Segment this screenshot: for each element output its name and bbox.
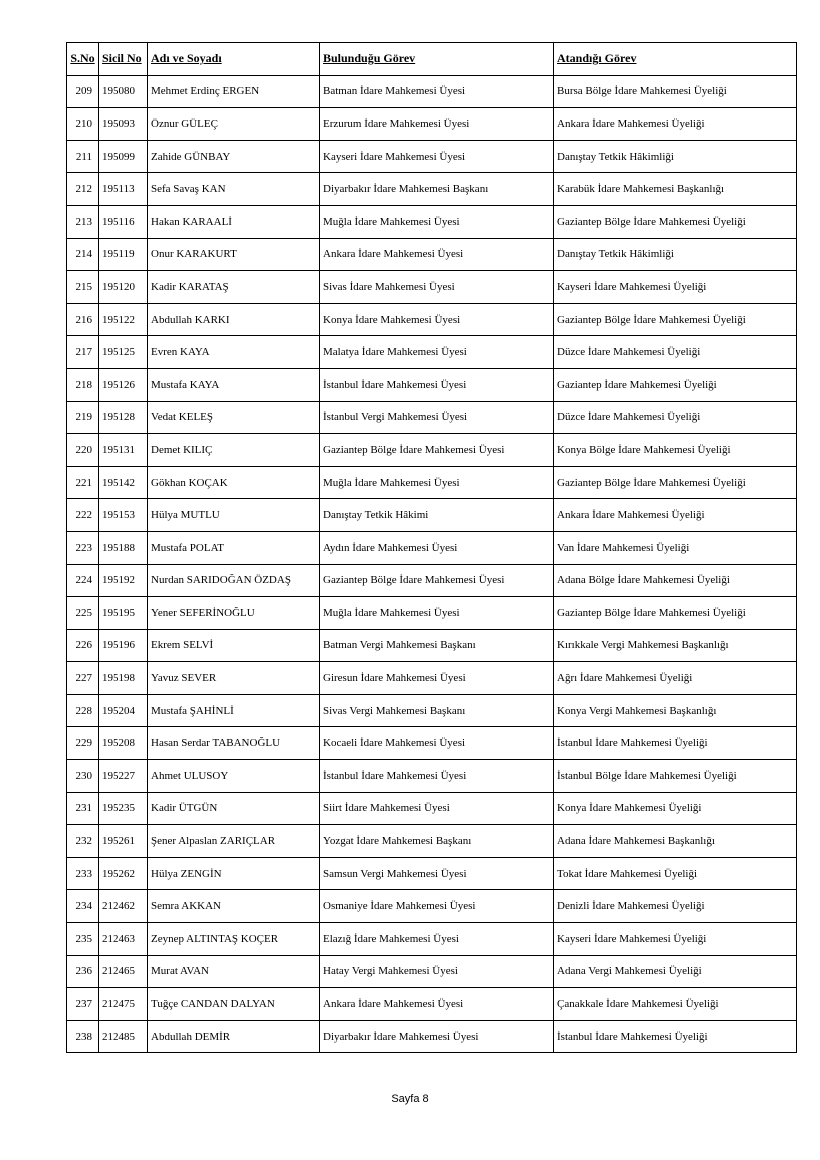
cell-current-post: Gaziantep Bölge İdare Mahkemesi Üyesi — [320, 564, 554, 597]
cell-sno: 210 — [67, 108, 99, 141]
table-row — [67, 825, 797, 858]
cell-assigned-post: Danıştay Tetkik Hâkimliği — [554, 140, 797, 173]
table-row — [67, 890, 797, 923]
cell-sno: 213 — [67, 205, 99, 238]
cell-sicil-no: 212485 — [99, 1020, 148, 1053]
cell-assigned-post: Tokat İdare Mahkemesi Üyeliği — [554, 857, 797, 890]
cell-sno: 237 — [67, 988, 99, 1021]
cell-name: Sefa Savaş KAN — [148, 173, 320, 206]
cell-current-post: Samsun Vergi Mahkemesi Üyesi — [320, 857, 554, 890]
cell-sno: 234 — [67, 890, 99, 923]
table-row — [67, 238, 797, 271]
cell-current-post: Danıştay Tetkik Hâkimi — [320, 499, 554, 532]
cell-sno: 211 — [67, 140, 99, 173]
header-assigned-post: Atandığı Görev — [554, 43, 797, 76]
cell-sno: 209 — [67, 75, 99, 108]
cell-name: Tuğçe CANDAN DALYAN — [148, 988, 320, 1021]
cell-current-post: Sivas İdare Mahkemesi Üyesi — [320, 271, 554, 304]
cell-sno: 219 — [67, 401, 99, 434]
table-row — [67, 597, 797, 630]
table-body — [67, 75, 797, 1053]
cell-assigned-post: Konya Vergi Mahkemesi Başkanlığı — [554, 694, 797, 727]
cell-current-post: Osmaniye İdare Mahkemesi Üyesi — [320, 890, 554, 923]
cell-name: Abdullah KARKI — [148, 303, 320, 336]
cell-sno: 216 — [67, 303, 99, 336]
cell-assigned-post: Konya İdare Mahkemesi Üyeliği — [554, 792, 797, 825]
cell-name: Mustafa ŞAHİNLİ — [148, 694, 320, 727]
cell-sno: 229 — [67, 727, 99, 760]
cell-sicil-no: 195196 — [99, 629, 148, 662]
table-row — [67, 336, 797, 369]
cell-assigned-post: İstanbul Bölge İdare Mahkemesi Üyeliği — [554, 760, 797, 793]
table-row — [67, 173, 797, 206]
cell-sno: 220 — [67, 434, 99, 467]
cell-sno: 218 — [67, 368, 99, 401]
cell-assigned-post: Gaziantep Bölge İdare Mahkemesi Üyeliği — [554, 303, 797, 336]
cell-sicil-no: 195198 — [99, 662, 148, 695]
appointments-table — [66, 42, 797, 1053]
table-header — [67, 43, 797, 76]
cell-current-post: Batman İdare Mahkemesi Üyesi — [320, 75, 554, 108]
table-row — [67, 75, 797, 108]
cell-current-post: Malatya İdare Mahkemesi Üyesi — [320, 336, 554, 369]
table-row — [67, 401, 797, 434]
cell-name: Hülya ZENGİN — [148, 857, 320, 890]
cell-name: Ahmet ULUSOY — [148, 760, 320, 793]
cell-assigned-post: Karabük İdare Mahkemesi Başkanlığı — [554, 173, 797, 206]
cell-assigned-post: Gaziantep Bölge İdare Mahkemesi Üyeliği — [554, 597, 797, 630]
cell-name: Nurdan SARIDOĞAN ÖZDAŞ — [148, 564, 320, 597]
cell-assigned-post: Kayseri İdare Mahkemesi Üyeliği — [554, 271, 797, 304]
table-row — [67, 466, 797, 499]
table-row — [67, 499, 797, 532]
cell-sicil-no: 195227 — [99, 760, 148, 793]
cell-name: Kadir KARATAŞ — [148, 271, 320, 304]
cell-current-post: Erzurum İdare Mahkemesi Üyesi — [320, 108, 554, 141]
cell-sno: 238 — [67, 1020, 99, 1053]
cell-sno: 222 — [67, 499, 99, 532]
cell-name: Kadir ÜTGÜN — [148, 792, 320, 825]
cell-assigned-post: Gaziantep Bölge İdare Mahkemesi Üyeliği — [554, 466, 797, 499]
cell-assigned-post: Ankara İdare Mahkemesi Üyeliği — [554, 108, 797, 141]
table-row — [67, 662, 797, 695]
header-sicil-no: Sicil No — [99, 43, 148, 76]
cell-assigned-post: Van İdare Mahkemesi Üyeliği — [554, 531, 797, 564]
cell-sicil-no: 195153 — [99, 499, 148, 532]
cell-assigned-post: Denizli İdare Mahkemesi Üyeliği — [554, 890, 797, 923]
table-row — [67, 760, 797, 793]
cell-sicil-no: 195131 — [99, 434, 148, 467]
cell-current-post: Muğla İdare Mahkemesi Üyesi — [320, 466, 554, 499]
cell-current-post: Siirt İdare Mahkemesi Üyesi — [320, 792, 554, 825]
cell-name: Zahide GÜNBAY — [148, 140, 320, 173]
cell-current-post: Kayseri İdare Mahkemesi Üyesi — [320, 140, 554, 173]
cell-name: Mustafa KAYA — [148, 368, 320, 401]
cell-sicil-no: 195262 — [99, 857, 148, 890]
cell-current-post: Muğla İdare Mahkemesi Üyesi — [320, 597, 554, 630]
cell-sicil-no: 195128 — [99, 401, 148, 434]
cell-name: Onur KARAKURT — [148, 238, 320, 271]
cell-current-post: Giresun İdare Mahkemesi Üyesi — [320, 662, 554, 695]
cell-sicil-no: 212475 — [99, 988, 148, 1021]
cell-assigned-post: Çanakkale İdare Mahkemesi Üyeliği — [554, 988, 797, 1021]
cell-current-post: Ankara İdare Mahkemesi Üyesi — [320, 238, 554, 271]
table-row — [67, 629, 797, 662]
cell-assigned-post: Adana Vergi Mahkemesi Üyeliği — [554, 955, 797, 988]
table-row — [67, 1020, 797, 1053]
cell-sicil-no: 195120 — [99, 271, 148, 304]
cell-sno: 228 — [67, 694, 99, 727]
cell-current-post: Konya İdare Mahkemesi Üyesi — [320, 303, 554, 336]
header-sno: S.No — [67, 43, 99, 76]
header-row — [67, 43, 797, 76]
cell-current-post: İstanbul İdare Mahkemesi Üyesi — [320, 760, 554, 793]
header-name: Adı ve Soyadı — [148, 43, 320, 76]
cell-assigned-post: İstanbul İdare Mahkemesi Üyeliği — [554, 727, 797, 760]
cell-assigned-post: Düzce İdare Mahkemesi Üyeliği — [554, 336, 797, 369]
cell-sno: 225 — [67, 597, 99, 630]
cell-name: Murat AVAN — [148, 955, 320, 988]
table-row — [67, 205, 797, 238]
cell-sno: 212 — [67, 173, 99, 206]
cell-sicil-no: 195080 — [99, 75, 148, 108]
cell-sicil-no: 195122 — [99, 303, 148, 336]
cell-assigned-post: Ankara İdare Mahkemesi Üyeliği — [554, 499, 797, 532]
cell-assigned-post: Adana İdare Mahkemesi Başkanlığı — [554, 825, 797, 858]
cell-name: Öznur GÜLEÇ — [148, 108, 320, 141]
cell-sno: 227 — [67, 662, 99, 695]
cell-name: Evren KAYA — [148, 336, 320, 369]
cell-current-post: Gaziantep Bölge İdare Mahkemesi Üyesi — [320, 434, 554, 467]
cell-sno: 217 — [67, 336, 99, 369]
cell-sno: 231 — [67, 792, 99, 825]
cell-sicil-no: 195204 — [99, 694, 148, 727]
cell-name: Semra AKKAN — [148, 890, 320, 923]
cell-current-post: Diyarbakır İdare Mahkemesi Üyesi — [320, 1020, 554, 1053]
cell-current-post: Batman Vergi Mahkemesi Başkanı — [320, 629, 554, 662]
cell-sno: 233 — [67, 857, 99, 890]
cell-current-post: Ankara İdare Mahkemesi Üyesi — [320, 988, 554, 1021]
cell-assigned-post: Gaziantep İdare Mahkemesi Üyeliği — [554, 368, 797, 401]
cell-sno: 215 — [67, 271, 99, 304]
cell-name: Mehmet Erdinç ERGEN — [148, 75, 320, 108]
cell-current-post: Muğla İdare Mahkemesi Üyesi — [320, 205, 554, 238]
cell-sno: 232 — [67, 825, 99, 858]
cell-name: Hakan KARAALİ — [148, 205, 320, 238]
cell-sicil-no: 195192 — [99, 564, 148, 597]
cell-sno: 221 — [67, 466, 99, 499]
cell-assigned-post: Düzce İdare Mahkemesi Üyeliği — [554, 401, 797, 434]
cell-current-post: Sivas Vergi Mahkemesi Başkanı — [320, 694, 554, 727]
table-row — [67, 564, 797, 597]
cell-sicil-no: 212465 — [99, 955, 148, 988]
table-row — [67, 727, 797, 760]
cell-sno: 223 — [67, 531, 99, 564]
cell-sicil-no: 212462 — [99, 890, 148, 923]
cell-sno: 226 — [67, 629, 99, 662]
cell-assigned-post: Konya Bölge İdare Mahkemesi Üyeliği — [554, 434, 797, 467]
cell-sno: 236 — [67, 955, 99, 988]
cell-current-post: Elazığ İdare Mahkemesi Üyesi — [320, 923, 554, 956]
cell-sicil-no: 195099 — [99, 140, 148, 173]
table-row — [67, 434, 797, 467]
cell-name: Mustafa POLAT — [148, 531, 320, 564]
cell-current-post: Yozgat İdare Mahkemesi Başkanı — [320, 825, 554, 858]
cell-name: Vedat KELEŞ — [148, 401, 320, 434]
cell-sicil-no: 195119 — [99, 238, 148, 271]
cell-sicil-no: 195116 — [99, 205, 148, 238]
cell-name: Hülya MUTLU — [148, 499, 320, 532]
cell-name: Hasan Serdar TABANOĞLU — [148, 727, 320, 760]
table-row — [67, 955, 797, 988]
cell-sicil-no: 195125 — [99, 336, 148, 369]
cell-name: Demet KILIÇ — [148, 434, 320, 467]
table-row — [67, 988, 797, 1021]
cell-assigned-post: Gaziantep Bölge İdare Mahkemesi Üyeliği — [554, 205, 797, 238]
cell-sicil-no: 212463 — [99, 923, 148, 956]
cell-current-post: İstanbul İdare Mahkemesi Üyesi — [320, 368, 554, 401]
cell-name: Abdullah DEMİR — [148, 1020, 320, 1053]
cell-assigned-post: Kırıkkale Vergi Mahkemesi Başkanlığı — [554, 629, 797, 662]
cell-name: Yavuz SEVER — [148, 662, 320, 695]
cell-sicil-no: 195208 — [99, 727, 148, 760]
page-number: Sayfa 8 — [391, 1093, 429, 1105]
table-row — [67, 271, 797, 304]
cell-sno: 224 — [67, 564, 99, 597]
cell-assigned-post: Danıştay Tetkik Hâkimliği — [554, 238, 797, 271]
table-row — [67, 303, 797, 336]
table-row — [67, 923, 797, 956]
header-current-post: Bulunduğu Görev — [320, 43, 554, 76]
cell-assigned-post: Adana Bölge İdare Mahkemesi Üyeliği — [554, 564, 797, 597]
cell-sno: 214 — [67, 238, 99, 271]
cell-current-post: Aydın İdare Mahkemesi Üyesi — [320, 531, 554, 564]
cell-current-post: Kocaeli İdare Mahkemesi Üyesi — [320, 727, 554, 760]
cell-current-post: Hatay Vergi Mahkemesi Üyesi — [320, 955, 554, 988]
cell-name: Şener Alpaslan ZARIÇLAR — [148, 825, 320, 858]
cell-current-post: İstanbul Vergi Mahkemesi Üyesi — [320, 401, 554, 434]
cell-assigned-post: İstanbul İdare Mahkemesi Üyeliği — [554, 1020, 797, 1053]
table-row — [67, 531, 797, 564]
cell-name: Zeynep ALTINTAŞ KOÇER — [148, 923, 320, 956]
cell-name: Gökhan KOÇAK — [148, 466, 320, 499]
table-row — [67, 792, 797, 825]
cell-sicil-no: 195188 — [99, 531, 148, 564]
cell-name: Yener SEFERİNOĞLU — [148, 597, 320, 630]
cell-sicil-no: 195235 — [99, 792, 148, 825]
table-row — [67, 108, 797, 141]
cell-sno: 235 — [67, 923, 99, 956]
cell-assigned-post: Bursa Bölge İdare Mahkemesi Üyeliği — [554, 75, 797, 108]
cell-sicil-no: 195093 — [99, 108, 148, 141]
table-row — [67, 140, 797, 173]
cell-sicil-no: 195261 — [99, 825, 148, 858]
table-row — [67, 368, 797, 401]
cell-sicil-no: 195195 — [99, 597, 148, 630]
table-row — [67, 857, 797, 890]
cell-assigned-post: Kayseri İdare Mahkemesi Üyeliği — [554, 923, 797, 956]
cell-sicil-no: 195142 — [99, 466, 148, 499]
cell-assigned-post: Ağrı İdare Mahkemesi Üyeliği — [554, 662, 797, 695]
table-row — [67, 694, 797, 727]
cell-sicil-no: 195113 — [99, 173, 148, 206]
cell-current-post: Diyarbakır İdare Mahkemesi Başkanı — [320, 173, 554, 206]
cell-sno: 230 — [67, 760, 99, 793]
cell-name: Ekrem SELVİ — [148, 629, 320, 662]
cell-sicil-no: 195126 — [99, 368, 148, 401]
